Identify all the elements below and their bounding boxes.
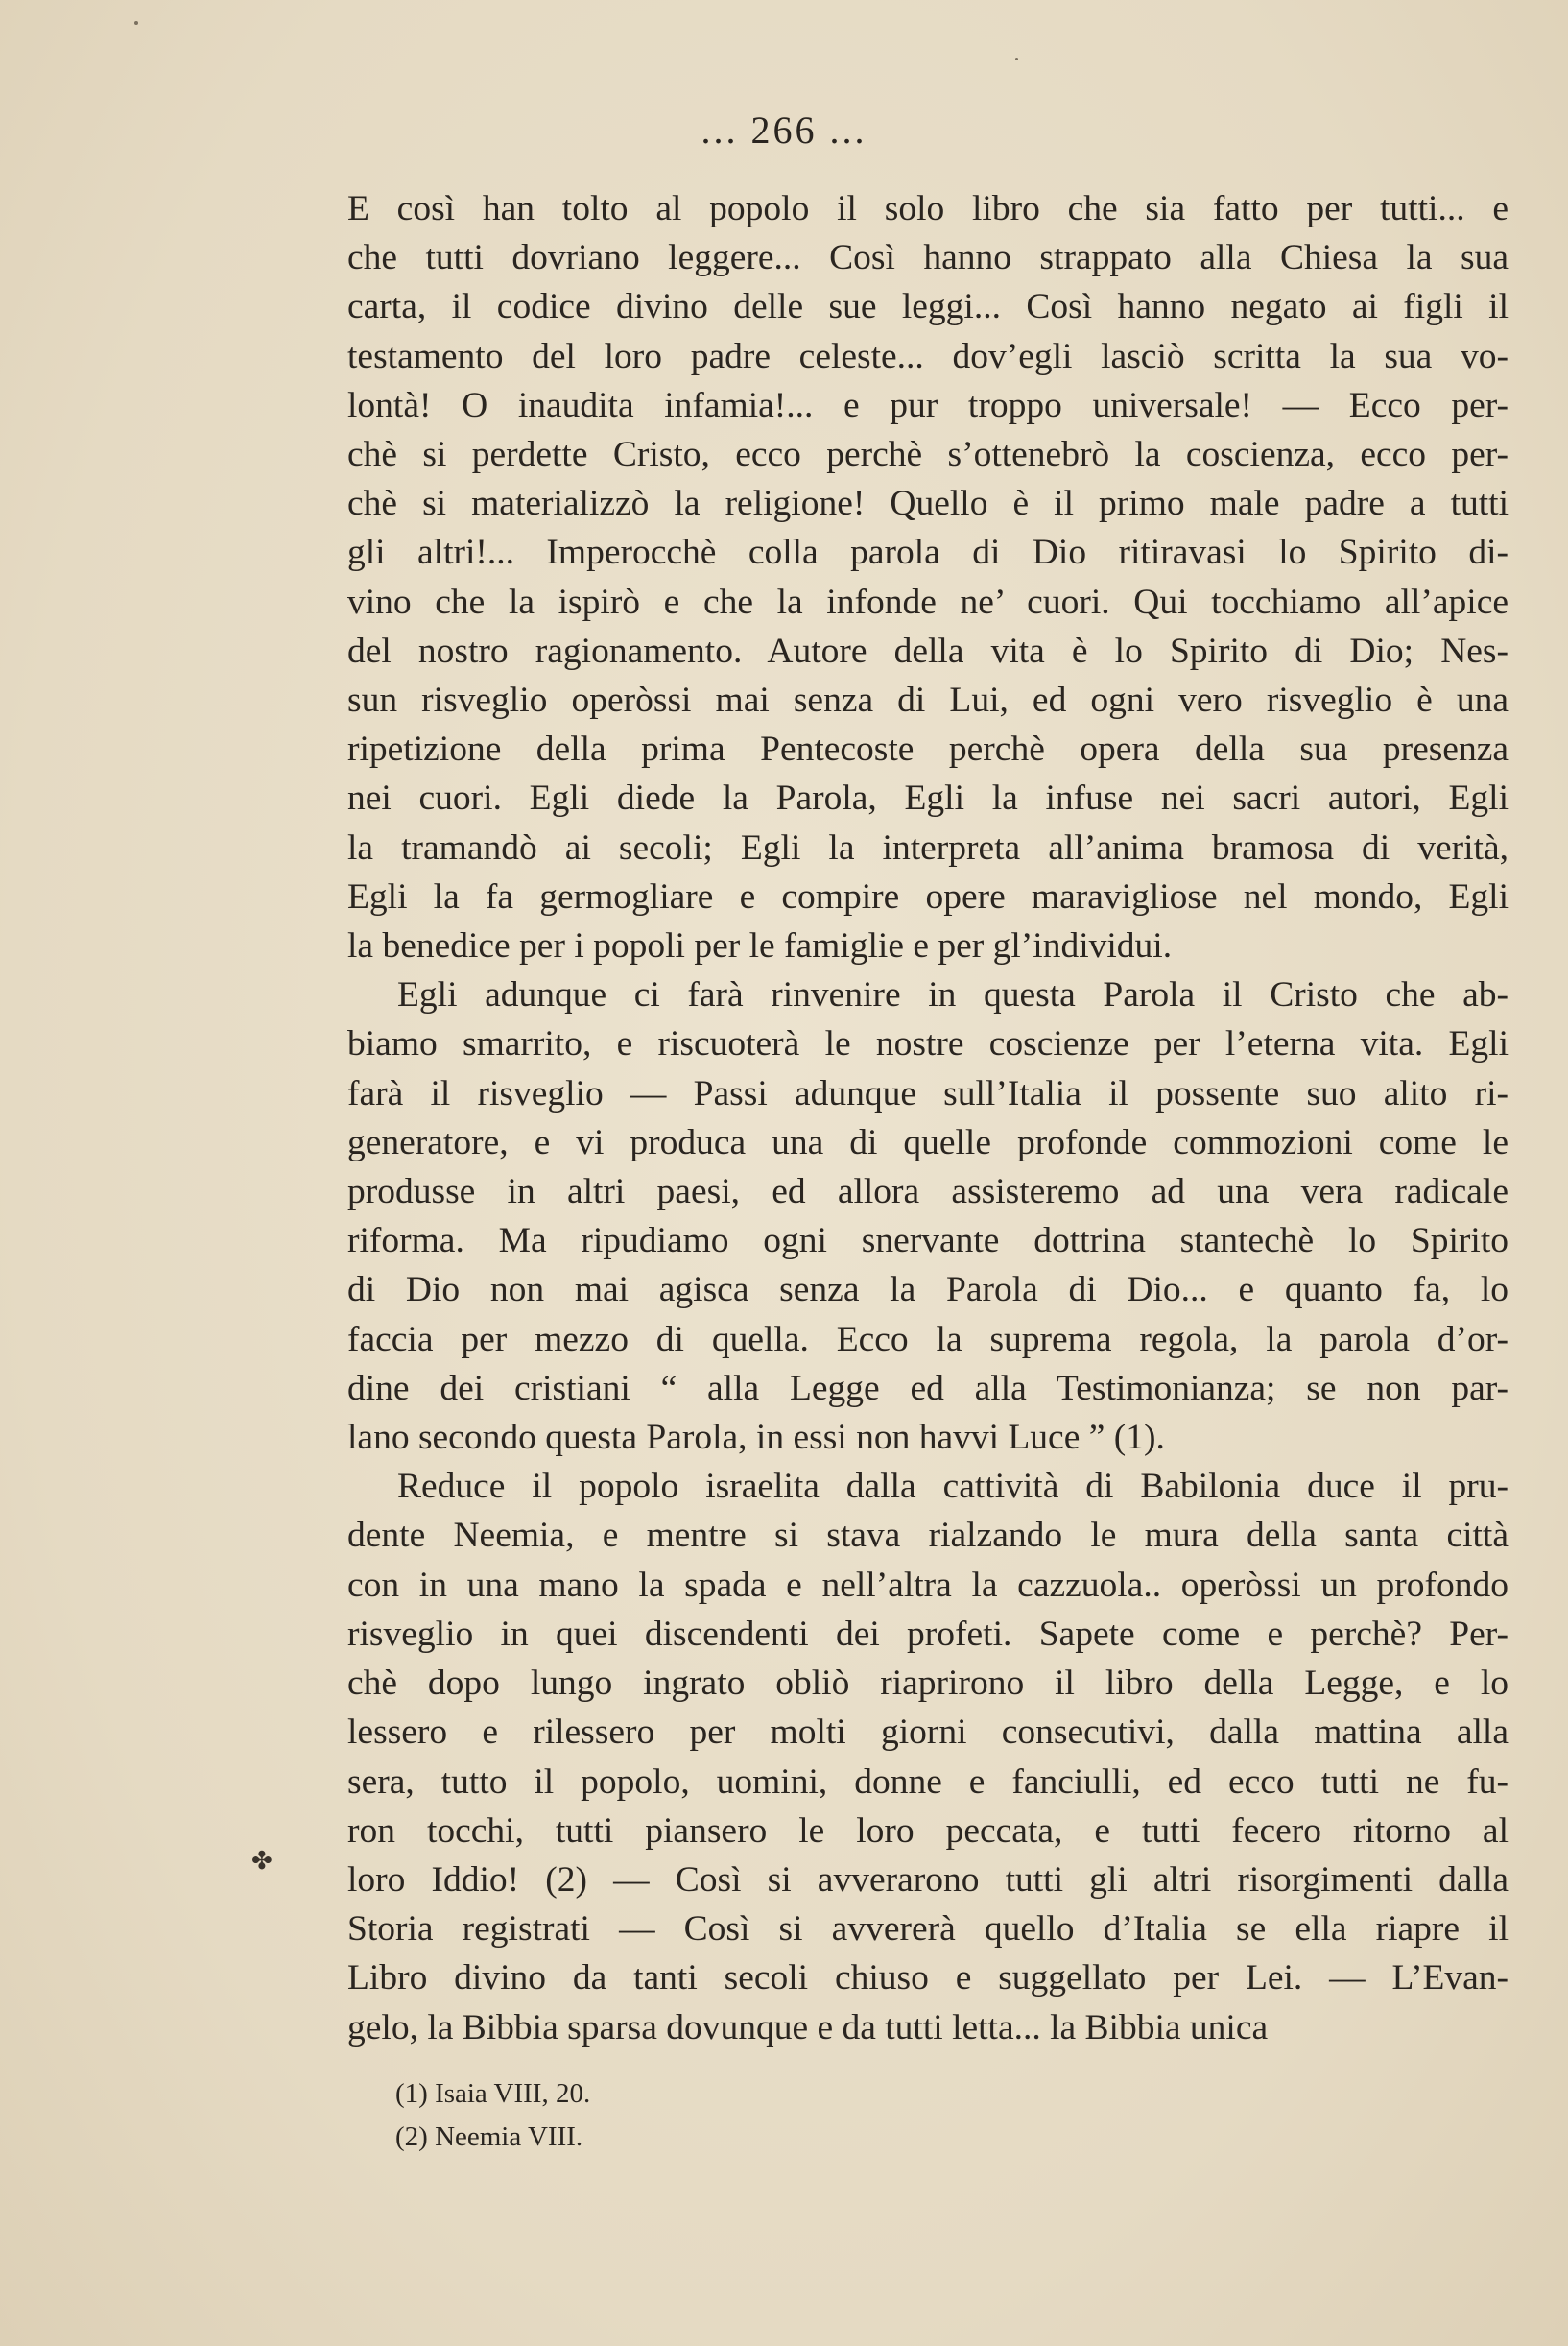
text-line: produsse in altri paesi, ed allora assisteremo ad una vera radicale bbox=[347, 1172, 1509, 1212]
text-line: dine dei cristiani “ alla Legge ed alla Testimonianza; se non par- bbox=[347, 1368, 1509, 1408]
paragraph bbox=[347, 184, 1509, 970]
text-line: sera, tutto il popolo, uomini, donne e fanciulli, ed ecco tutti ne fu- bbox=[347, 1761, 1509, 1802]
text-line: lontà! O inaudita infamia!... e pur troppo universale! — Ecco per- bbox=[347, 385, 1509, 425]
paragraph bbox=[347, 970, 1509, 1462]
text-line: chè dopo lungo ingrato obliò riaprirono il libro della Legge, e lo bbox=[347, 1664, 1509, 1704]
text-line: E così han tolto al popolo il solo libro che sia fatto per tutti... e bbox=[347, 189, 1509, 228]
text-line: di Dio non mai agisca senza la Parola di Dio... e quanto fa, lo bbox=[347, 1270, 1509, 1310]
page-number: ... 266 ... bbox=[701, 108, 867, 152]
text-line: gli altri!... Imperocchè colla parola di Dio ritiravasi lo Spirito di- bbox=[347, 533, 1509, 573]
text-line: testamento del loro padre celeste... dov’egli lasciò scritta la sua vo- bbox=[347, 336, 1509, 376]
text-line: lessero e rilessero per molti giorni consecutivi, dalla mattina alla bbox=[347, 1712, 1509, 1753]
text-line: nei cuori. Egli diede la Parola, Egli la infuse nei sacri autori, Egli bbox=[347, 778, 1509, 819]
footnote-2: (2) Neemia VIII. bbox=[395, 2121, 583, 2152]
text-line: la benedice per i popoli per le famiglie e per gl’individui. bbox=[347, 926, 1173, 967]
text-line: farà il risveglio — Passi adunque sull’Italia il possente suo alito ri- bbox=[347, 1073, 1509, 1113]
text-line: vino che la ispirò e che la infonde ne’ cuori. Qui tocchiamo all’apice bbox=[347, 582, 1509, 622]
text-line: Reduce il popolo israelita dalla cattività di Babilonia duce il pru- bbox=[397, 1467, 1509, 1507]
text-line: generatore, e vi produca una di quelle profonde commozioni come le bbox=[347, 1122, 1509, 1162]
footnotes bbox=[395, 2072, 1259, 2159]
text-line: con in una mano la spada e nell’altra la cazzuola.. operòssi un profondo bbox=[347, 1565, 1509, 1605]
paragraph bbox=[347, 1462, 1509, 2051]
text-line: che tutti dovriano leggere... Così hanno strappato alla Chiesa la sua bbox=[347, 238, 1509, 278]
text-line: ripetizione della prima Pentecoste perchè opera della sua presenza bbox=[347, 730, 1509, 770]
margin-ornament-icon: ✤ bbox=[251, 1847, 273, 1876]
footnote-1: (1) Isaia VIII, 20. bbox=[395, 2078, 591, 2109]
text-line: dente Neemia, e mentre si stava rialzando le mura della santa città bbox=[347, 1516, 1509, 1556]
text-line: risveglio in quei discendenti dei profeti. Sapete come e perchè? Per- bbox=[347, 1614, 1509, 1654]
text-line: lano secondo questa Parola, in essi non havvi Luce ” (1). bbox=[347, 1418, 1165, 1458]
text-line: ron tocchi, tutti piansero le loro peccata, e tutti fecero ritorno al bbox=[347, 1810, 1509, 1851]
text-line: Egli la fa germogliare e compire opere maravigliose nel mondo, Egli bbox=[347, 876, 1509, 917]
text-line: sun risveglio operòssi mai senza di Lui, ed ogni vero risveglio è una bbox=[347, 681, 1509, 721]
text-line: Storia registrati — Così si avvererà quello d’Italia se ella riapre il bbox=[347, 1909, 1509, 1950]
text-line: carta, il codice divino delle sue leggi... Così hanno negato ai figli il bbox=[347, 287, 1509, 327]
text-line: del nostro ragionamento. Autore della vita è lo Spirito di Dio; Nes- bbox=[347, 631, 1509, 671]
text-line: chè si perdette Cristo, ecco perchè s’ottenebrò la coscienza, ecco per- bbox=[347, 435, 1509, 475]
text-line: Egli adunque ci farà rinvenire in questa Parola il Cristo che ab- bbox=[397, 975, 1509, 1016]
text-line: chè si materializzò la religione! Quello è il primo male padre a tutti bbox=[347, 484, 1509, 524]
text-line: loro Iddio! (2) — Così si avverarono tutti gli altri risorgimenti dalla bbox=[347, 1859, 1509, 1900]
text-line: la tramandò ai secoli; Egli la interpreta all’anima bramosa di verità, bbox=[347, 827, 1509, 868]
text-line: gelo, la Bibbia sparsa dovunque e da tutti letta... la Bibbia unica bbox=[347, 2007, 1269, 2047]
body-text bbox=[347, 184, 1509, 2052]
text-line: Libro divino da tanti secoli chiuso e suggellato per Lei. — L’Evan- bbox=[347, 1958, 1509, 1999]
text-line: biamo smarrito, e riscuoterà le nostre coscienze per l’eterna vita. Egli bbox=[347, 1024, 1509, 1065]
text-line: faccia per mezzo di quella. Ecco la suprema regola, la parola d’or- bbox=[347, 1319, 1509, 1359]
text-line: riforma. Ma ripudiamo ogni snervante dottrina stantechè lo Spirito bbox=[347, 1221, 1509, 1261]
